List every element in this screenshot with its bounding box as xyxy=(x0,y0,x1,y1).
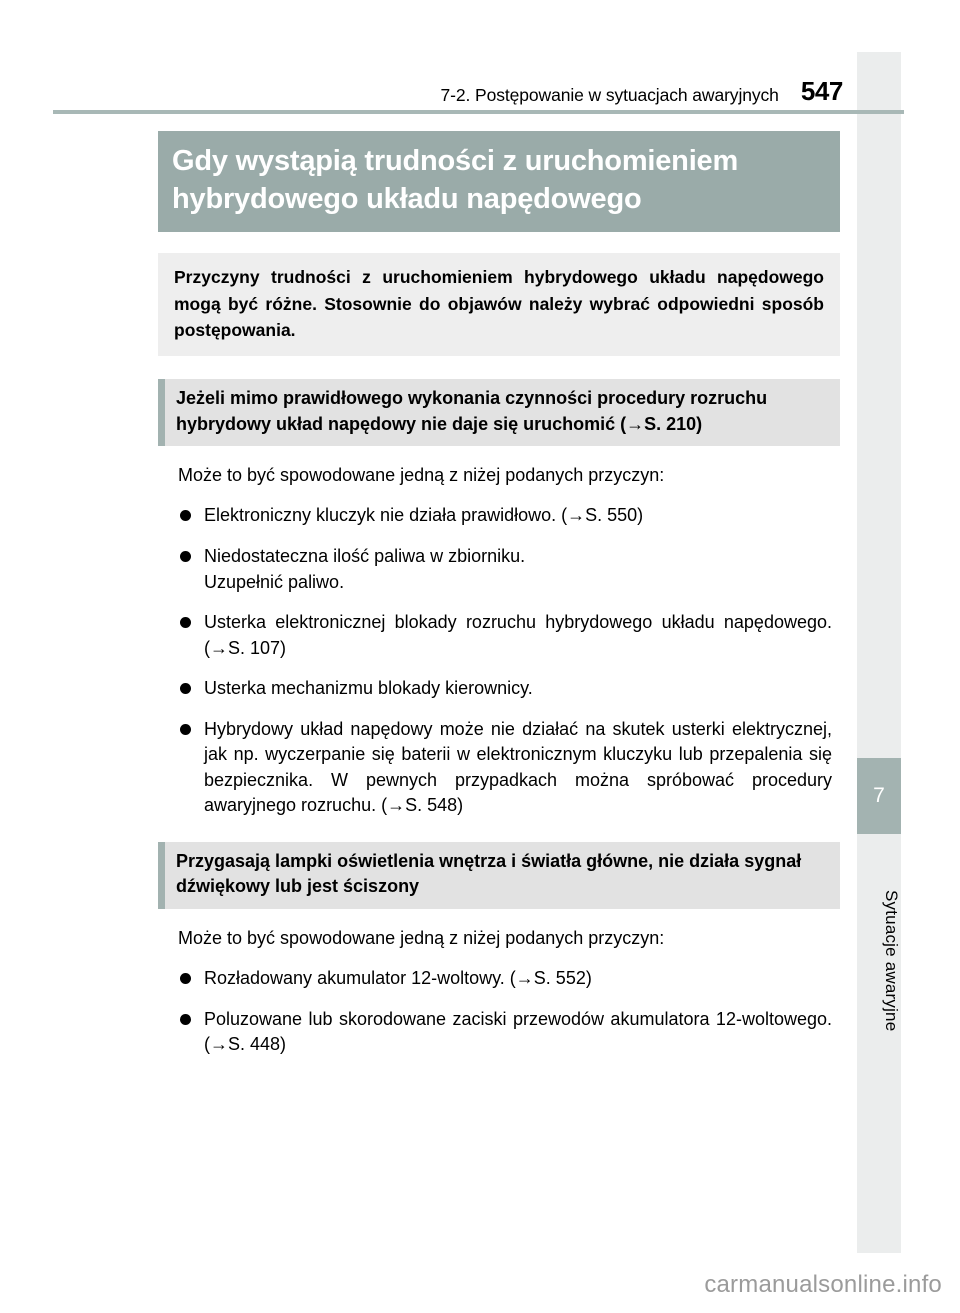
list-item xyxy=(178,676,832,702)
bullet-dot-icon xyxy=(180,510,191,521)
chapter-number-tab xyxy=(857,758,901,834)
section-accent-bar xyxy=(158,379,165,446)
page-number: 547 xyxy=(800,76,843,106)
list-item xyxy=(178,1007,832,1058)
section-heading-1 xyxy=(158,379,840,446)
section-body-1 xyxy=(158,463,840,819)
list-item xyxy=(178,966,832,992)
chapter-label: Sytuacje awaryjne xyxy=(882,890,901,1032)
bullet-dot-icon xyxy=(180,973,191,984)
bullet-dot-icon xyxy=(180,617,191,628)
bullet-dot-icon xyxy=(180,683,191,694)
main-content xyxy=(158,131,840,1058)
section-heading-1-text: Jeżeli mimo prawidłowego wykonania czynności procedury rozruchu hybrydowy układ napędowy nie daje się uruchomić (→S. 210) xyxy=(176,388,768,434)
list-item-subtext: Uzupełnić paliwo. xyxy=(204,571,345,592)
chapter-number: 7 xyxy=(873,784,885,807)
page-title-line-2: hybrydowego układu napędowego xyxy=(172,182,642,215)
section-1-bullet-list xyxy=(178,503,832,818)
bullet-dot-icon xyxy=(180,724,191,735)
page-header xyxy=(0,70,857,104)
watermark: carmanualsonline.info xyxy=(704,1271,942,1298)
list-item-text: Elektroniczny kluczyk nie działa prawidłowo. (→S. 550) xyxy=(204,505,644,526)
section-1-lead: Może to być spowodowane jedną z niżej podanych przyczyn: xyxy=(178,465,665,486)
list-item xyxy=(178,717,832,819)
header-divider xyxy=(53,110,904,114)
list-item-text: Poluzowane lub skorodowane zaciski przewodów akumulatora 12-woltowego. (→S. 448) xyxy=(204,1008,832,1055)
header-section-title: 7-2. Postępowanie w sytuacjach awaryjnych xyxy=(440,84,779,105)
list-item xyxy=(178,544,832,595)
intro-text: Przyczyny trudności z uruchomieniem hybrydowego układu napędowego mogą być różne. Stosownie do objawów należy wybrać odpowiedni sposób postępowania. xyxy=(174,267,824,340)
page-title-banner xyxy=(158,131,840,232)
bullet-dot-icon xyxy=(180,1014,191,1025)
section-2-lead: Może to być spowodowane jedną z niżej podanych przyczyn: xyxy=(178,927,665,948)
list-item xyxy=(178,610,832,661)
list-item-text: Hybrydowy układ napędowy może nie działać na skutek usterki elektrycznej, jak np. wyczerpanie się baterii w elektronicznym kluczyku lub przepalenia się bezpiecznika. W pewnych przypadkach można spróbować procedury awaryjnego rozruchu. (→S. 548) xyxy=(204,718,832,816)
bullet-dot-icon xyxy=(180,551,191,562)
list-item-text: Usterka mechanizmu blokady kierownicy. xyxy=(204,678,533,699)
intro-box xyxy=(158,253,840,356)
list-item xyxy=(178,503,832,529)
page-title-line-1: Gdy wystąpią trudności z uruchomieniem xyxy=(172,145,739,177)
list-item-text: Rozładowany akumulator 12-woltowy. (→S. 552) xyxy=(204,968,592,989)
section-accent-bar xyxy=(158,842,165,909)
list-item-text: Usterka elektronicznej blokady rozruchu hybrydowego układu napędowego. (→S. 107) xyxy=(204,612,832,658)
list-item-text: Niedostateczna ilość paliwa w zbiorniku. xyxy=(204,545,526,566)
section-2-bullet-list xyxy=(178,966,832,1058)
section-heading-2-text: Przygasają lampki oświetlenia wnętrza i światła główne, nie działa sygnał dźwiękowy lub jest ściszony xyxy=(176,850,802,897)
section-body-2 xyxy=(158,926,840,1058)
section-heading-2 xyxy=(158,842,840,909)
